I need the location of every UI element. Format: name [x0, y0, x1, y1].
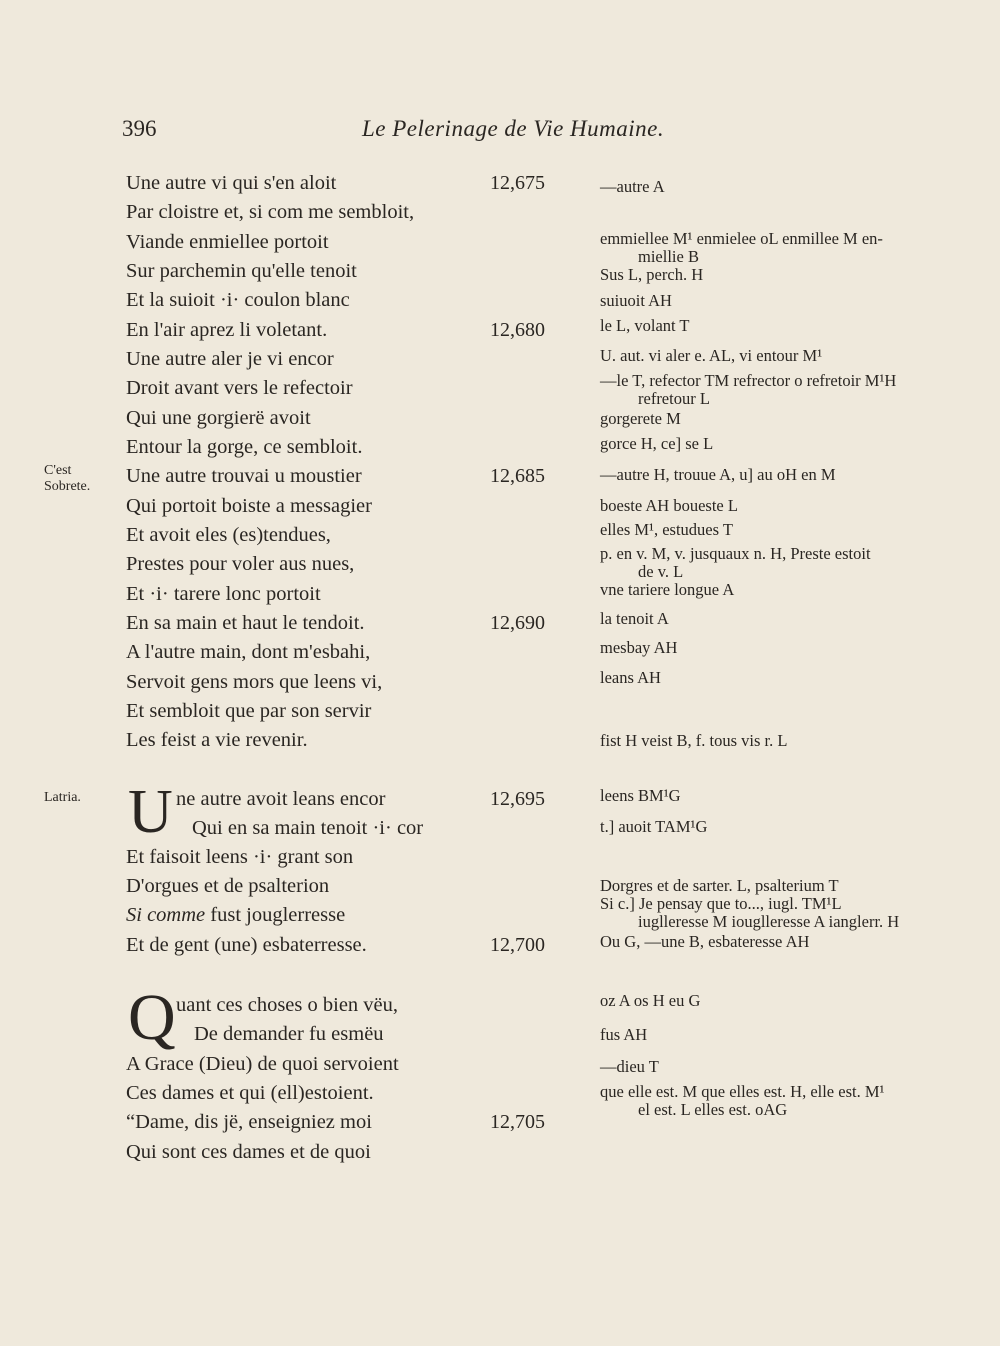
variant-note: —autre A	[600, 177, 665, 196]
verse-line: Entour la gorge, ce sembloit.	[126, 436, 363, 458]
verse-line: En l'air aprez li voletant.	[126, 319, 328, 341]
variant-note-cont: iuglleresse M iouglleresse A ianglerr. H	[638, 912, 900, 931]
variant-note	[600, 248, 960, 266]
variant-note: p. en v. M, v. jusquaux n. H, Preste estoit	[600, 544, 871, 563]
variant-note-cont: de v. L	[638, 562, 684, 581]
line-number: 12,680	[490, 319, 545, 341]
variant-note: mesbay AH	[600, 638, 678, 657]
variant-note: fus AH	[600, 1025, 648, 1044]
verse-line: Servoit gens mors que leens vi,	[126, 671, 383, 693]
drop-cap-u: U	[128, 778, 173, 846]
verse-line: A Grace (Dieu) de quoi servoient	[126, 1053, 399, 1075]
verse-line: Et faisoit leens ·i· grant son	[126, 846, 354, 868]
variant-note: —autre H, trouue A, u] au oH en M	[600, 465, 836, 484]
variant-note: leans AH	[600, 668, 661, 687]
line-number: 12,695	[490, 788, 545, 810]
variant-note: elles M¹, estudues T	[600, 520, 733, 539]
variant-note	[600, 913, 960, 931]
verse-line: Et sembloit que par son servir	[126, 700, 372, 722]
margin-label-sobrete: C'est Sobrete.	[44, 463, 91, 494]
variant-note: Sus L, perch. H	[600, 265, 704, 284]
verse-line: Qui sont ces dames et de quoi	[126, 1141, 371, 1163]
variant-note: vne tariere longue A	[600, 580, 735, 599]
line-number: 12,690	[490, 612, 545, 634]
verse-line: Les feist a vie revenir.	[126, 729, 308, 751]
variant-note: que elle est. M que elles est. H, elle est. M¹	[600, 1082, 885, 1101]
variant-note: Si c.] Je pensay que to..., iugl. TM¹L	[600, 894, 842, 913]
verse-line: Et avoit eles (es)tendues,	[126, 524, 331, 546]
verse-text: fust jouglerresse	[205, 904, 346, 926]
verse-line: Une autre vi qui s'en aloit	[126, 172, 337, 194]
line-number: 12,675	[490, 172, 545, 194]
variant-note: fist H veist B, f. tous vis r. L	[600, 731, 788, 750]
line-number: 12,700	[490, 934, 545, 956]
variant-note	[600, 563, 960, 581]
variant-note: gorce H, ce] se L	[600, 434, 714, 453]
verse-line: De demander fu esmëu	[194, 1023, 384, 1045]
verse-line: uant ces choses o bien vëu,	[176, 994, 399, 1016]
verse-line: “Dame, dis jë, enseigniez moi	[126, 1111, 372, 1133]
variant-note: la tenoit A	[600, 609, 669, 628]
verse-line: Droit avant vers le refectoir	[126, 377, 353, 399]
verse-line: Par cloistre et, si com me sembloit,	[126, 201, 415, 223]
line-number: 12,685	[490, 465, 545, 487]
verse-line: Et de gent (une) esbaterresse.	[126, 934, 367, 956]
variant-note: —dieu T	[600, 1057, 659, 1076]
margin-label-latria: Latria.	[44, 790, 81, 805]
verse-line	[126, 903, 345, 927]
verse-line: ne autre avoit leans encor	[176, 788, 386, 810]
variant-note: le L, volant T	[600, 316, 690, 335]
verse-line: Sur parchemin qu'elle tenoit	[126, 260, 357, 282]
drop-cap-q: Q	[128, 981, 176, 1054]
verse-line: Et ·i· tarere lonc portoit	[126, 583, 321, 605]
verse-line: Qui en sa main tenoit ·i· cor	[192, 817, 424, 839]
variant-note: oz A os H eu G	[600, 991, 701, 1010]
verse-line: Viande enmiellee portoit	[126, 231, 329, 253]
verse-line: Une autre aler je vi encor	[126, 348, 334, 370]
variant-note-cont: el est. L elles est. oAG	[638, 1100, 788, 1119]
verse-line: Ces dames et qui (ell)estoient.	[126, 1082, 374, 1104]
verse-line: Qui portoit boiste a messagier	[126, 495, 372, 517]
variant-note: emmiellee M¹ enmielee oL enmillee M en-	[600, 229, 883, 248]
variant-note: leens BM¹G	[600, 786, 681, 805]
verse-line: En sa main et haut le tendoit.	[126, 612, 365, 634]
page-number: 396	[122, 116, 157, 141]
variant-note: Ou G, —une B, esbateresse AH	[600, 932, 810, 951]
variant-note-cont: miellie B	[638, 247, 699, 266]
variant-note: boeste AH boueste L	[600, 496, 738, 515]
variant-note-cont: refretour L	[638, 389, 710, 408]
line-number: 12,705	[490, 1111, 545, 1133]
verse-italic: Si comme	[126, 904, 206, 926]
verse-line: Et la suioit ·i· coulon blanc	[126, 289, 350, 311]
variant-note: gorgerete M	[600, 409, 681, 428]
variant-note: t.] auoit TAM¹G	[600, 817, 708, 836]
verse-line: D'orgues et de psalterion	[126, 875, 330, 897]
variant-note: U. aut. vi aler e. AL, vi entour M¹	[600, 346, 823, 365]
variant-note: Dorgres et de sarter. L, psalterium T	[600, 876, 839, 895]
verse-line: Une autre trouvai u moustier	[126, 465, 362, 487]
variant-note: suiuoit AH	[600, 291, 672, 310]
variant-note: —le T, refector TM refrector o refretoir M¹H	[600, 371, 897, 390]
variant-note	[600, 390, 960, 408]
verse-line: Prestes pour voler aus nues,	[126, 553, 355, 575]
verse-line: Qui une gorgierë avoit	[126, 407, 311, 429]
verse-line: A l'autre main, dont m'esbahi,	[126, 641, 371, 663]
variant-note	[600, 1101, 960, 1119]
running-title: Le Pelerinage de Vie Humaine.	[362, 116, 665, 141]
